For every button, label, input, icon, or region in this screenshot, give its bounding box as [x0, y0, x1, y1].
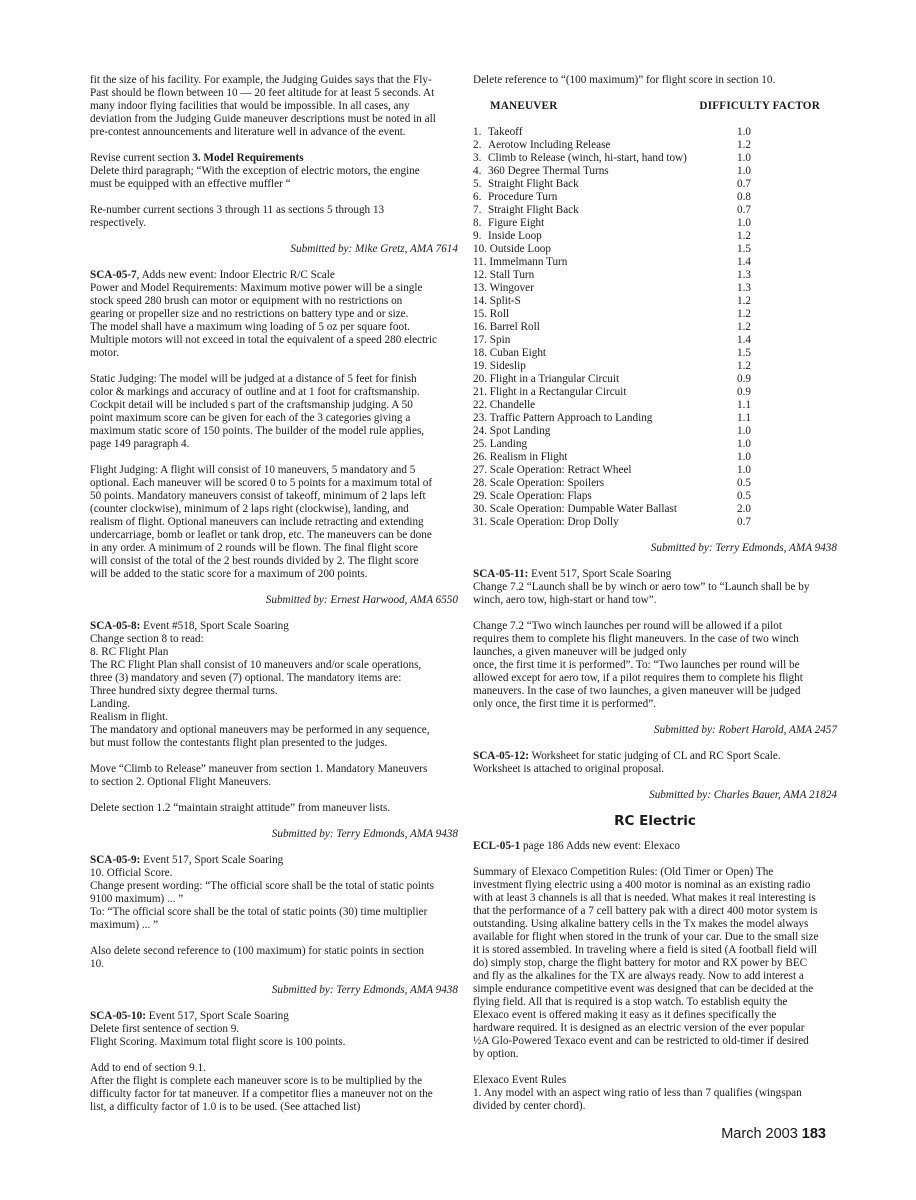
text-line: it is stored assembled. In traveling where a field is sited (A football field will [473, 944, 817, 956]
maneuver-name: 16. Barrel Roll [473, 321, 540, 333]
page-number: 183 [801, 1126, 826, 1142]
difficulty-factor: 1.0 [737, 464, 751, 476]
maneuver-row [473, 126, 837, 139]
difficulty-factor: 0.8 [737, 191, 751, 203]
maneuver-number: 4. [473, 165, 482, 177]
difficulty-header: DIFFICULTY FACTOR [699, 100, 820, 112]
text-line: 50 points. Mandatory maneuvers consist of takeoff, minimum of 2 laps left [90, 490, 426, 502]
text-line: with at least 3 channels is all that is needed. What makes it real interesting is [473, 892, 816, 904]
text-line: SCA-05-9: Event 517, Sport Scale Soaring [90, 854, 284, 866]
submitted-by: Submitted by: Charles Bauer, AMA 21824 [649, 789, 837, 801]
bold-run: SCA-05-12: [473, 750, 529, 762]
text-line: Delete first sentence of section 9. [90, 1023, 240, 1035]
text-line: 9100 maximum) ... ” [90, 893, 184, 905]
text-line: will be added to the static score for a maximum of 200 points. [90, 568, 368, 580]
submitted-by: Submitted by: Mike Gretz, AMA 7614 [290, 243, 458, 255]
difficulty-factor: 1.2 [737, 360, 751, 372]
text-line: 8. RC Flight Plan [90, 646, 169, 658]
bold-run: SCA-05-11: [473, 568, 529, 580]
maneuver-row [473, 412, 837, 425]
maneuver-row [473, 139, 837, 152]
text-line: launches, a given maneuver will be judged only [473, 646, 687, 658]
left-paragraph [90, 152, 458, 191]
submitted-by: Submitted by: Ernest Harwood, AMA 6550 [265, 594, 458, 606]
text-line: in any order. A minimum of 2 rounds will be flown. The final flight score [90, 542, 418, 554]
right-column-body [473, 542, 837, 1113]
maneuver-row [473, 282, 837, 295]
text-line: SCA-05-7, Adds new event: Indoor Electric R/C Scale [90, 269, 335, 281]
maneuver-number: 5. [473, 178, 482, 190]
maneuver-row [473, 451, 837, 464]
text-line: maneuvers. In the case of two launches, a given maneuver will be judged [473, 685, 801, 697]
maneuver-name: 20. Flight in a Triangular Circuit [473, 373, 620, 385]
bold-run: SCA-05-8: [90, 620, 141, 632]
left-paragraph [90, 74, 458, 139]
maneuver-name: 12. Stall Turn [473, 269, 535, 281]
maneuver-name: Takeoff [488, 126, 523, 138]
left-paragraph [90, 204, 458, 230]
maneuver-row [473, 204, 837, 217]
text-line: Move “Climb to Release” maneuver from section 1. Mandatory Maneuvers [90, 763, 428, 775]
text-line: divided by center chord). [473, 1100, 586, 1112]
maneuver-row [473, 347, 837, 360]
maneuver-name: 24. Spot Landing [473, 425, 551, 437]
right-paragraph [473, 568, 837, 607]
text-line: once, the first time it is performed”. To: “Two launches per round will be [473, 659, 800, 671]
text-line: allowed except for aero tow, if a pilot requires them to complete his flight [473, 672, 803, 684]
maneuver-row [473, 191, 837, 204]
maneuver-number: 8. [473, 217, 482, 229]
text-line: to section 2. Optional Flight Maneuvers. [90, 776, 272, 788]
difficulty-factor: 1.2 [737, 308, 751, 320]
text-line: Multiple motors will not exceed in total the equivalent of a speed 280 electric [90, 334, 438, 346]
maneuver-row [473, 308, 837, 321]
maneuver-row [473, 321, 837, 334]
text-line: investment flying electric using a 400 motor is nominal as an existing radio [473, 879, 811, 891]
text-line: only once, the first time it is performed”. [473, 698, 656, 710]
maneuver-name: 10. Outside Loop [473, 243, 551, 255]
maneuver-name: Climb to Release (winch, hi-start, hand tow) [488, 152, 687, 164]
difficulty-factor: 1.0 [737, 126, 751, 138]
text-line: many indoor flying facilities that would be impossible. In all cases, any [90, 100, 410, 112]
text-line: SCA-05-12: Worksheet for static judging of CL and RC Sport Scale. [473, 750, 781, 762]
maneuver-name: Straight Flight Back [488, 204, 579, 216]
text-line: Worksheet is attached to original proposal. [473, 763, 665, 775]
text-line: 1. Any model with an aspect wing ratio of less than 7 qualifies (wingspan [473, 1087, 802, 1099]
maneuver-name: 28. Scale Operation: Spoilers [473, 477, 605, 489]
difficulty-factor: 0.9 [737, 386, 751, 398]
maneuver-row [473, 464, 837, 477]
bold-run: 3. Model Requirements [192, 152, 304, 164]
maneuver-row [473, 152, 837, 165]
difficulty-factor: 2.0 [737, 503, 751, 515]
text-line: available for flight when stored in the trunk of your car. Due to the small size [473, 931, 819, 943]
text-line: SCA-05-11: Event 517, Sport Scale Soaring [473, 568, 672, 580]
maneuver-row [473, 230, 837, 243]
bold-run: SCA-05-10: [90, 1010, 146, 1022]
text-line: Delete section 1.2 “maintain straight attitude” from maneuver lists. [90, 802, 391, 814]
maneuver-row [473, 217, 837, 230]
difficulty-factor: 1.3 [737, 282, 751, 294]
maneuver-number: 2. [473, 139, 482, 151]
maneuver-row [473, 165, 837, 178]
difficulty-factor: 1.4 [737, 334, 751, 346]
difficulty-factor: 1.1 [737, 399, 751, 411]
left-column [90, 74, 458, 1127]
maneuver-row [473, 516, 837, 529]
text-line: difficulty factor for tat maneuver. If a competitor flies a maneuver not on the [90, 1088, 433, 1100]
maneuver-name: 30. Scale Operation: Dumpable Water Ballast [473, 503, 677, 515]
left-paragraph [90, 1010, 458, 1049]
left-paragraph [90, 620, 458, 750]
right-paragraph [473, 866, 837, 1061]
left-paragraph [90, 464, 458, 581]
text-line: (counter clockwise), minimum of 2 laps right (clockwise), landing, and [90, 503, 409, 515]
text-line: ½A Glo-Powered Texaco event and can be restricted to old-timer if desired [473, 1035, 809, 1047]
text-line: undercarriage, bomb or leaflet or tank drop, etc. The maneuvers can be done [90, 529, 432, 541]
right-paragraph [473, 1074, 837, 1113]
difficulty-factor: 1.0 [737, 425, 751, 437]
page-footer [721, 1126, 826, 1142]
maneuver-name: Aerotow Including Release [488, 139, 611, 151]
text-line: Also delete second reference to (100 maximum) for static points in section [90, 945, 424, 957]
text-line: winch, aero tow, high-start or hand tow”. [473, 594, 657, 606]
difficulty-factor: 1.3 [737, 269, 751, 281]
text-line: Landing. [90, 698, 131, 710]
text-line: that the performance of a 7 cell battery pak with a direct 400 motor system is [473, 905, 818, 917]
text-line: and fly as the alkalines for the TX are always ready. Now to add interest a [473, 970, 804, 982]
text-line: The mandatory and optional maneuvers may be performed in any sequence, [90, 724, 430, 736]
text-line: Realism in flight. [90, 711, 168, 723]
bold-run: SCA-05-7 [90, 269, 137, 281]
text-line: Cockpit detail will be included s part of the craftsmanship judging. A 50 [90, 399, 413, 411]
maneuver-row [473, 334, 837, 347]
difficulty-factor: 1.0 [737, 165, 751, 177]
maneuver-row [473, 243, 837, 256]
difficulty-factor: 0.7 [737, 516, 751, 528]
maneuver-row [473, 269, 837, 282]
text-line: SCA-05-10: Event 517, Sport Scale Soaring [90, 1010, 289, 1022]
maneuver-number: 3. [473, 152, 482, 164]
text-line: The RC Flight Plan shall consist of 10 maneuvers and/or scale operations, [90, 659, 422, 671]
difficulty-factor: 1.2 [737, 295, 751, 307]
text-line: Static Judging: The model will be judged at a distance of 5 feet for finish [90, 373, 417, 385]
text-line: color & markings and accuracy of outline and at 1 foot for craftsmanship. [90, 386, 420, 398]
right-paragraph [473, 750, 837, 776]
maneuver-table-header [473, 100, 837, 113]
difficulty-factor: 1.0 [737, 217, 751, 229]
maneuver-row [473, 295, 837, 308]
text-line: gearing or propeller size and no restrictions on battery type and or size. [90, 308, 409, 320]
left-paragraph [90, 1062, 458, 1114]
section-title: RC Electric [614, 813, 696, 829]
text-line: Add to end of section 9.1. [90, 1062, 206, 1074]
text-line: must be equipped with an effective muffler “ [90, 178, 291, 190]
text-line: Change 7.2 “Launch shall be by winch or aero tow” to “Launch shall be by [473, 581, 810, 593]
difficulty-factor: 1.5 [737, 243, 751, 255]
maneuver-name: 360 Degree Thermal Turns [488, 165, 609, 177]
left-paragraph [90, 802, 458, 815]
maneuver-number: 7. [473, 204, 482, 216]
maneuver-row [473, 256, 837, 269]
right-intro: Delete reference to “(100 maximum)” for flight score in section 10. [473, 74, 776, 86]
text-line: stock speed 280 brush can motor or equipment with no restrictions on [90, 295, 403, 307]
maneuver-name: 31. Scale Operation: Drop Dolly [473, 516, 619, 528]
difficulty-factor: 1.0 [737, 152, 751, 164]
text-line: by option. [473, 1048, 519, 1060]
text-line: optional. Each maneuver will be scored 0 to 5 points for a maximum total of [90, 477, 433, 489]
text-line: hardware required. It is designed as an electric version of the ever popular [473, 1022, 805, 1034]
left-paragraph [90, 269, 458, 360]
difficulty-factor: 0.7 [737, 178, 751, 190]
text-line: will consist of the total of the 2 best rounds divided by 2. The flight score [90, 555, 419, 567]
bold-run: SCA-05-9: [90, 854, 141, 866]
text-line: The model shall have a maximum wing loading of 5 oz per square foot. [90, 321, 411, 333]
text-line: 10. Official Score. [90, 867, 173, 879]
maneuver-header: MANEUVER [490, 100, 558, 112]
text-line: outstanding. Using alkaline battery cells in the Tx makes the model always [473, 918, 809, 930]
submitted-by: Submitted by: Terry Edmonds, AMA 9438 [650, 542, 837, 554]
text-line: Change 7.2 “Two winch launches per round will be allowed if a pilot [473, 620, 782, 632]
difficulty-factor: 1.2 [737, 230, 751, 242]
difficulty-factor: 0.5 [737, 490, 751, 502]
right-paragraph [473, 840, 837, 853]
text-line: Flight Scoring. Maximum total flight score is 100 points. [90, 1036, 346, 1048]
left-paragraph [90, 945, 458, 971]
maneuver-name: 19. Sideslip [473, 360, 526, 372]
text-line: 10. [90, 958, 104, 970]
maneuver-row [473, 399, 837, 412]
submitted-by: Submitted by: Terry Edmonds, AMA 9438 [271, 828, 458, 840]
maneuver-name: 13. Wingover [473, 282, 534, 294]
bold-run: ECL-05-1 [473, 840, 521, 852]
maneuver-name: Straight Flight Back [488, 178, 579, 190]
maneuver-name: 27. Scale Operation: Retract Wheel [473, 464, 632, 476]
text-line: Past should be flown between 10 — 20 feet altitude for at least 5 seconds. At [90, 87, 435, 99]
maneuver-number: 9. [473, 230, 482, 242]
text-line: flying field. All that is required is a stop watch. To establish equity the [473, 996, 788, 1008]
difficulty-factor: 1.1 [737, 412, 751, 424]
text-line: ECL-05-1 page 186 Adds new event: Elexaco [473, 840, 680, 852]
right-paragraph [473, 620, 837, 711]
text-line: Three hundred sixty degree thermal turns. [90, 685, 278, 697]
text-line: Revise current section 3. Model Requirements [90, 152, 304, 164]
text-line: realism of flight. Optional maneuvers can include retracting and extending [90, 516, 424, 528]
text-line: do) simply stop, charge the flight battery for motor and RX power by BEC [473, 957, 808, 969]
maneuver-name: 18. Cuban Eight [473, 347, 547, 359]
text-line: Flight Judging: A flight will consist of 10 maneuvers, 5 mandatory and 5 [90, 464, 416, 476]
text-line: fit the size of his facility. For example, the Judging Guides says that the Fly- [90, 74, 432, 86]
text-line: To: “The official score shall be the total of static points (30) time multiplier [90, 906, 428, 918]
maneuver-row [473, 425, 837, 438]
text-line: maximum static score of 150 points. The builder of the model rule applies, [90, 425, 425, 437]
text-line: Change present wording: “The official score shall be the total of static points [90, 880, 435, 892]
text-line: SCA-05-8: Event #518, Sport Scale Soaring [90, 620, 289, 632]
submitted-by: Submitted by: Terry Edmonds, AMA 9438 [271, 984, 458, 996]
maneuver-name: 14. Split-S [473, 295, 521, 307]
maneuver-number: 1. [473, 126, 482, 138]
text-line: point maximum score can be given for each of the 3 categories giving a [90, 412, 411, 424]
maneuver-name: 17. Spin [473, 334, 511, 346]
maneuver-name: 29. Scale Operation: Flaps [473, 490, 592, 502]
maneuver-table [473, 126, 837, 529]
left-paragraph [90, 854, 458, 932]
difficulty-factor: 1.2 [737, 139, 751, 151]
text-line: Re-number current sections 3 through 11 as sections 5 through 13 [90, 204, 385, 216]
text-line: requires them to complete his flight maneuvers. In the case of two winch [473, 633, 799, 645]
maneuver-name: Procedure Turn [488, 191, 558, 203]
difficulty-factor: 0.7 [737, 204, 751, 216]
text-line: respectively. [90, 217, 147, 229]
maneuver-name: 23. Traffic Pattern Approach to Landing [473, 412, 653, 424]
difficulty-factor: 1.4 [737, 256, 751, 268]
left-paragraph [90, 373, 458, 451]
maneuver-row [473, 503, 837, 516]
text-line: simple endurance competitive event was designed that can be decided at the [473, 983, 814, 995]
difficulty-factor: 1.0 [737, 451, 751, 463]
text-line: three (3) mandatory and seven (7) optional. The mandatory items are: [90, 672, 402, 684]
text-line: Change section 8 to read: [90, 633, 204, 645]
difficulty-factor: 1.5 [737, 347, 751, 359]
text-line: Summary of Elexaco Competition Rules: (Old Timer or Open) The [473, 866, 774, 878]
maneuver-row [473, 178, 837, 191]
maneuver-row [473, 386, 837, 399]
submitted-by: Submitted by: Robert Harold, AMA 2457 [653, 724, 837, 736]
text-line: deviation from the Judging Guide maneuver descriptions must be noted in all [90, 113, 436, 125]
text-line: Elexaco event is offered making it easy as it defines specifically the [473, 1009, 777, 1021]
text-line: After the flight is complete each maneuver score is to be multiplied by the [90, 1075, 423, 1087]
text-line: maximum) ... ” [90, 919, 159, 931]
difficulty-factor: 1.0 [737, 438, 751, 450]
difficulty-factor: 0.5 [737, 477, 751, 489]
maneuver-name: Inside Loop [488, 230, 542, 242]
maneuver-row [473, 490, 837, 503]
maneuver-number: 6. [473, 191, 482, 203]
text-line: but must follow the contestants flight plan presented to the judges. [90, 737, 388, 749]
left-paragraph [90, 763, 458, 789]
maneuver-row [473, 360, 837, 373]
right-column [473, 74, 837, 1126]
maneuver-name: 22. Chandelle [473, 399, 536, 411]
maneuver-name: 25. Landing [473, 438, 528, 450]
text-line: pre-contest announcements and literature well in advance of the event. [90, 126, 406, 138]
maneuver-row [473, 438, 837, 451]
maneuver-name: 26. Realism in Flight [473, 451, 568, 463]
text-line: Delete third paragraph; “With the exception of electric motors, the engine [90, 165, 420, 177]
difficulty-factor: 1.2 [737, 321, 751, 333]
text-line: page 149 paragraph 4. [90, 438, 190, 450]
maneuver-name: 11. Immelmann Turn [473, 256, 568, 268]
text-line: motor. [90, 347, 119, 359]
maneuver-name: 15. Roll [473, 308, 510, 320]
maneuver-row [473, 373, 837, 386]
footer-month: March 2003 [721, 1126, 798, 1142]
maneuver-name: 21. Flight in a Rectangular Circuit [473, 386, 627, 398]
text-line: Power and Model Requirements: Maximum motive power will be a single [90, 282, 423, 294]
maneuver-row [473, 477, 837, 490]
text-line: list, a difficulty factor of 1.0 is to be used. (See attached list) [90, 1101, 361, 1113]
maneuver-name: Figure Eight [488, 217, 545, 229]
text-line: Elexaco Event Rules [473, 1074, 567, 1086]
difficulty-factor: 0.9 [737, 373, 751, 385]
